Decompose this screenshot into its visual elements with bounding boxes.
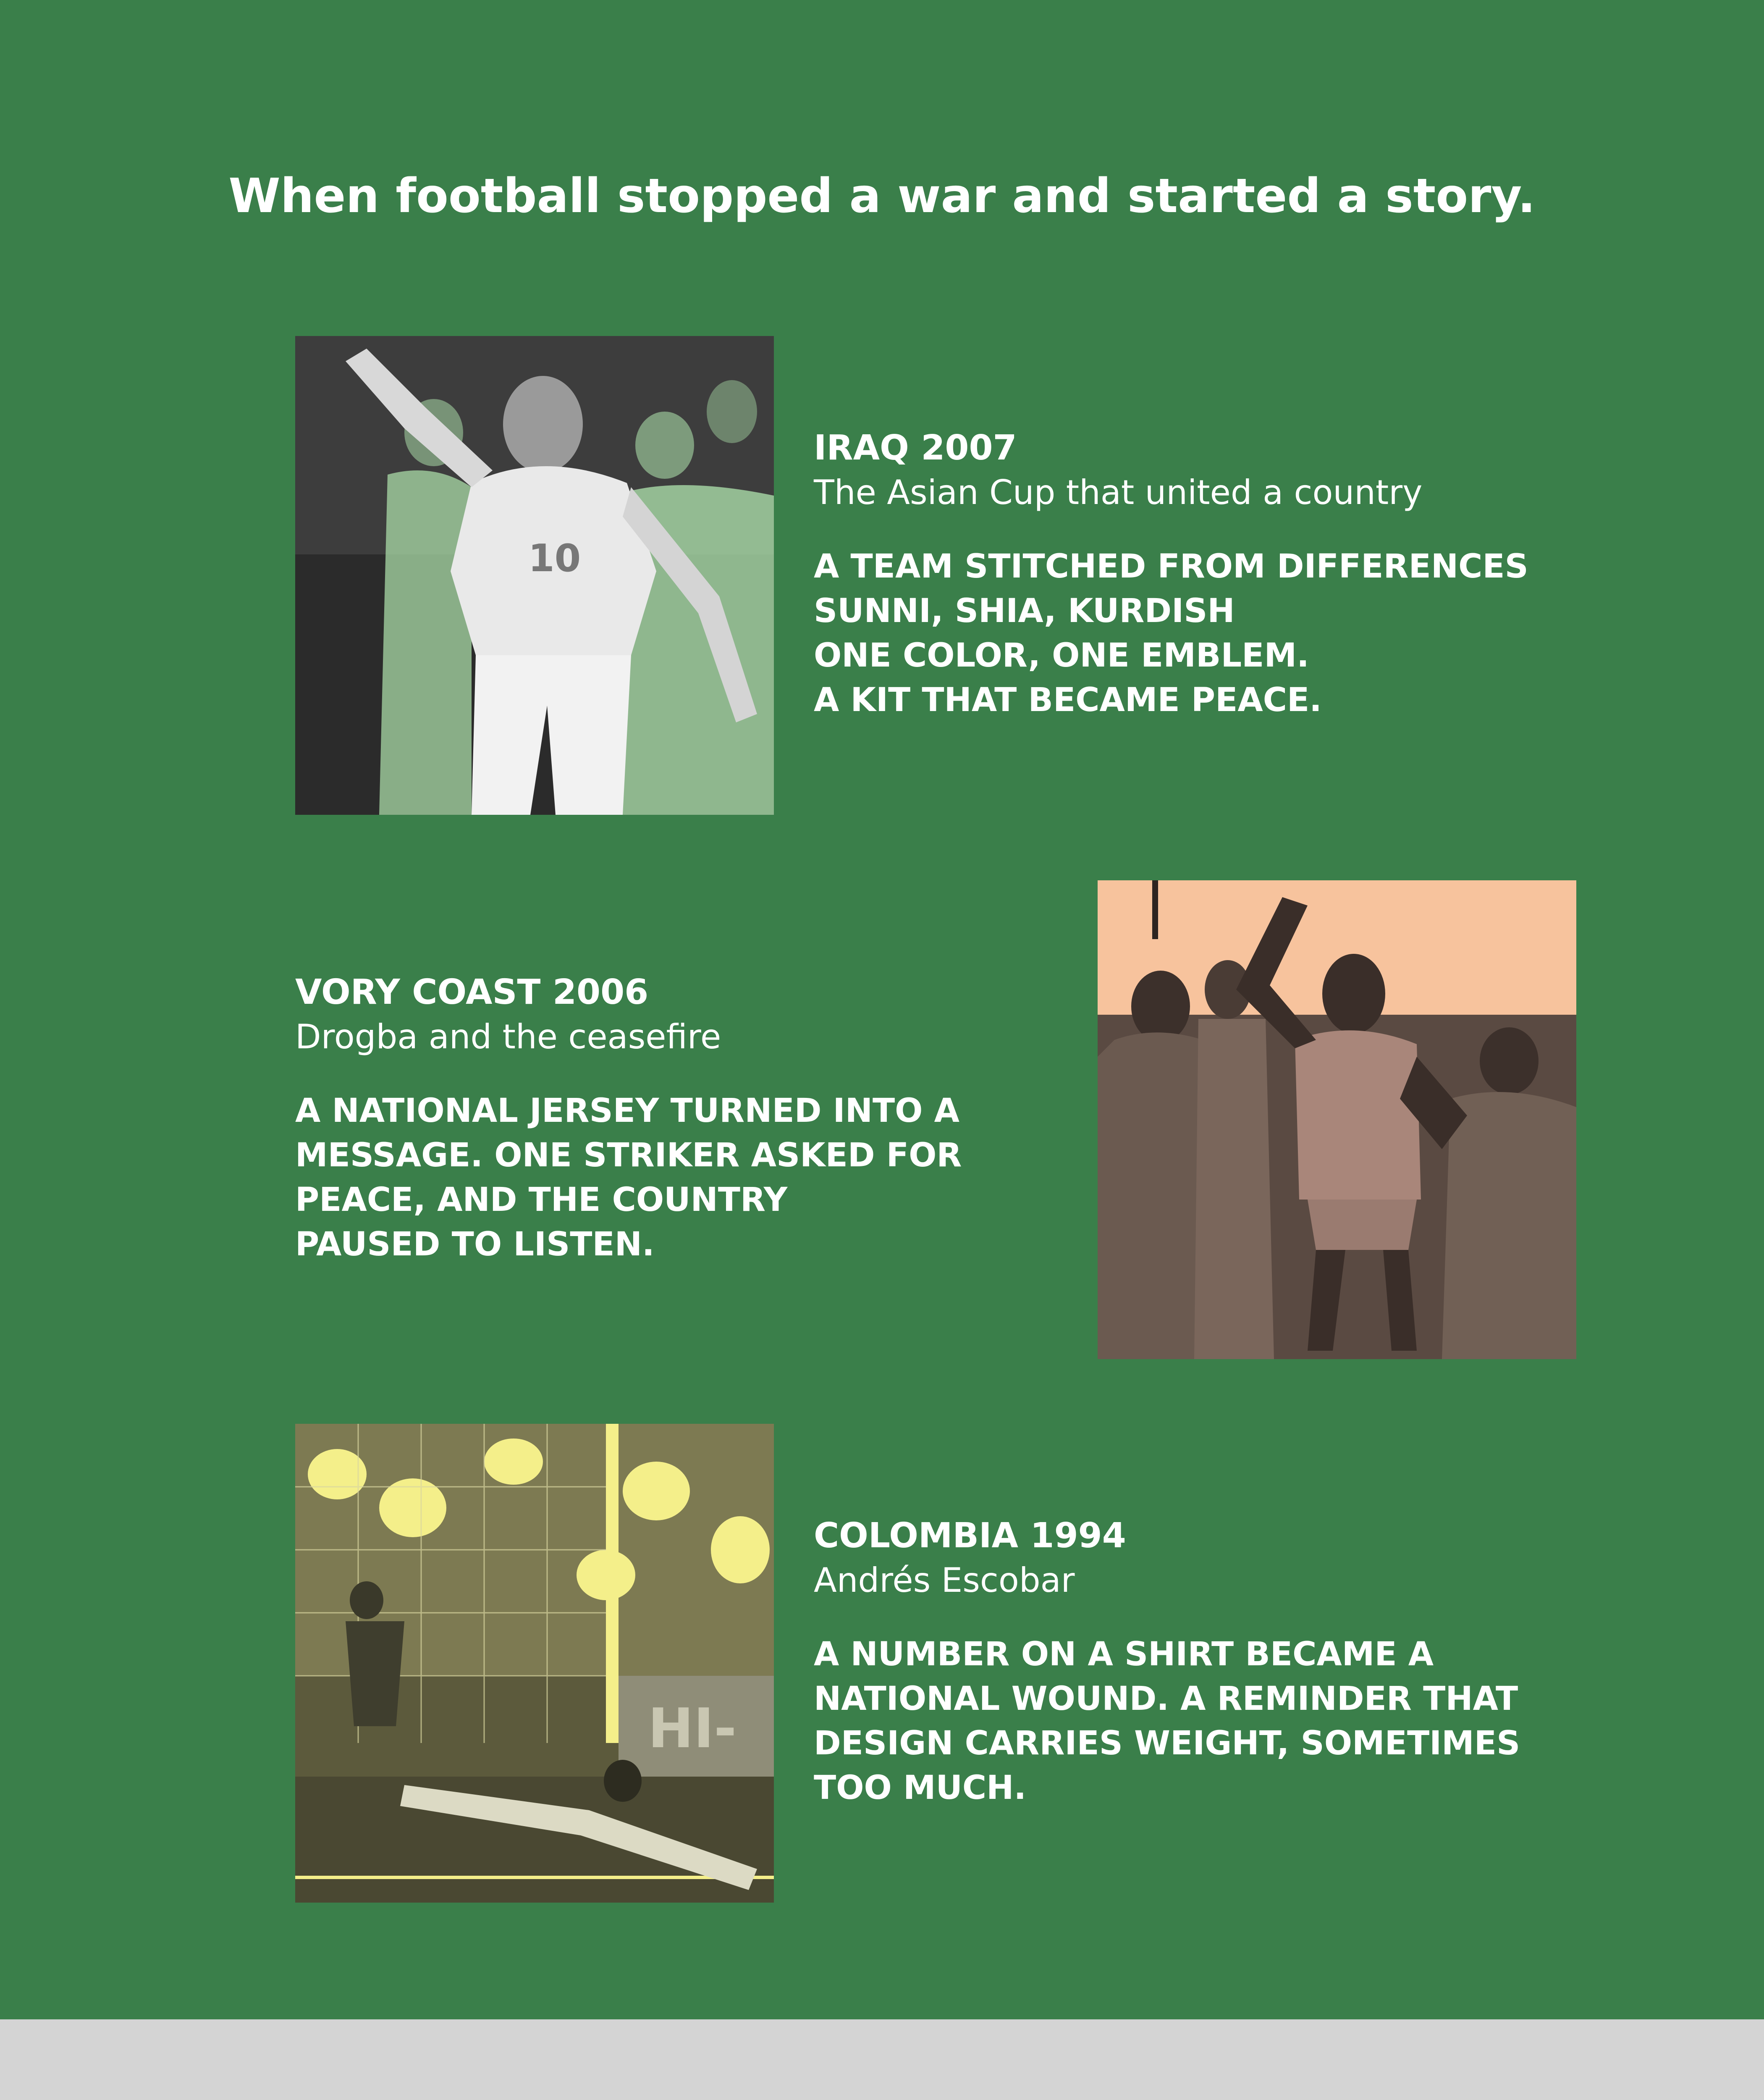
story-body-line: NATIONAL WOUND. A REMINDER THAT bbox=[814, 1680, 1518, 1718]
grey-section bbox=[0, 2019, 1764, 2100]
story-body-line: TOO MUCH. bbox=[814, 1769, 1027, 1807]
story-iraq bbox=[814, 426, 1612, 722]
ivory-coast-drogba-photo bbox=[1098, 880, 1576, 1359]
svg-text:10: 10 bbox=[528, 536, 581, 580]
iraq-celebration-photo bbox=[295, 336, 774, 815]
story-title: COLOMBIA 1994 bbox=[814, 1516, 1126, 1556]
story-body bbox=[814, 544, 1612, 722]
story-body-line: ONE COLOR, ONE EMBLEM. bbox=[814, 637, 1309, 675]
story-subtitle: Drogba and the ceasefire bbox=[295, 1017, 721, 1056]
story-body-line: A NUMBER ON A SHIRT BECAME A bbox=[814, 1635, 1434, 1673]
story-body-line: A TEAM STITCHED FROM DIFFERENCES bbox=[814, 548, 1528, 585]
story-body-line: PEACE, AND THE COUNTRY bbox=[295, 1181, 788, 1219]
story-body-line: DESIGN CARRIES WEIGHT, SOMETIMES bbox=[814, 1725, 1520, 1762]
story-body-line: SUNNI, SHIA, KURDISH bbox=[814, 592, 1235, 630]
story-body bbox=[814, 1632, 1612, 1810]
story-subtitle: The Asian Cup that united a country bbox=[814, 473, 1423, 512]
page-headline: When football stopped a war and started a story. bbox=[228, 169, 1536, 223]
story-body-line: MESSAGE. ONE STRIKER ASKED FOR bbox=[295, 1137, 962, 1174]
story-subtitle: Andrés Escobar bbox=[814, 1561, 1075, 1600]
story-title: VORY COAST 2006 bbox=[295, 972, 649, 1012]
story-body-line: PAUSED TO LISTEN. bbox=[295, 1226, 655, 1263]
story-body bbox=[295, 1089, 1009, 1267]
colombia-own-goal-photo bbox=[295, 1424, 774, 1903]
story-body-line: A NATIONAL JERSEY TURNED INTO A bbox=[295, 1092, 960, 1130]
story-ivory-coast bbox=[295, 970, 1009, 1267]
photo-signage-text: HI- bbox=[648, 1696, 737, 1760]
story-title: IRAQ 2007 bbox=[814, 428, 1017, 468]
story-colombia bbox=[814, 1514, 1612, 1810]
story-body-line: A KIT THAT BECAME PEACE. bbox=[814, 681, 1322, 719]
